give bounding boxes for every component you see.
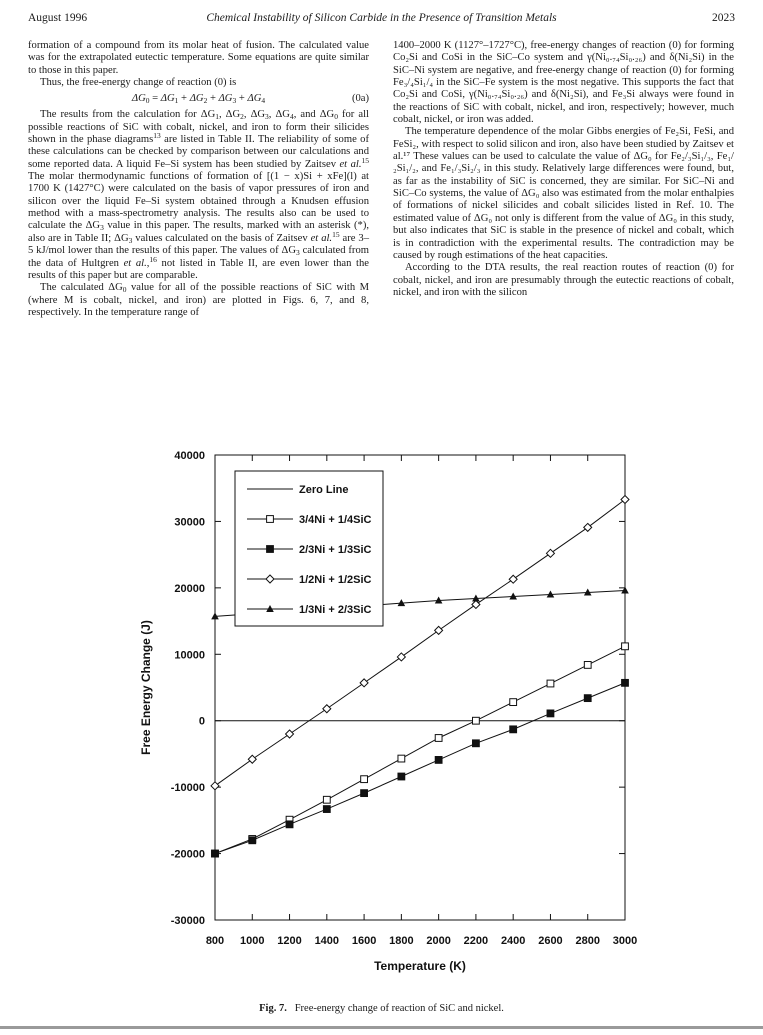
data-point-series-3 [472, 600, 480, 608]
figure-caption [0, 1003, 763, 1014]
header-title: Chemical Instability of Silicon Carbide in the Presence of Transition Metals [206, 12, 557, 24]
right-column [393, 40, 734, 299]
legend-marker-2 [267, 546, 274, 553]
data-point-series-3 [435, 626, 443, 634]
series-line-2 [215, 683, 625, 854]
data-point-series-1 [473, 717, 480, 724]
data-point-series-3 [621, 496, 629, 504]
data-point-series-2 [510, 726, 517, 733]
y-tick-label: -20000 [170, 848, 205, 861]
y-tick-label: 30000 [174, 516, 205, 529]
data-point-series-3 [211, 782, 219, 790]
y-tick-label: -10000 [170, 782, 205, 795]
data-point-series-3 [286, 730, 294, 738]
x-tick-label: 1400 [314, 935, 340, 947]
x-tick-label: 1800 [389, 935, 414, 947]
x-tick-label: 800 [205, 935, 225, 947]
header-date: August 1996 [28, 12, 88, 24]
legend-label-1: 3/4Ni + 1/4SiC [299, 514, 372, 526]
data-point-series-3 [509, 575, 517, 583]
data-point-series-3 [546, 549, 554, 557]
left-paragraph-1: formation of a compound from its molar heat of fusion. The calculated value was for the extrapolated eutectic temperature. Some equations are quite similar to those in this paper. [28, 40, 369, 76]
legend-label-0: Zero Line [299, 484, 349, 496]
data-point-series-1 [323, 796, 330, 803]
data-point-series-1 [622, 643, 629, 650]
legend-marker-1 [267, 516, 274, 523]
header-page-number: 2023 [712, 12, 735, 24]
x-tick-label: 2600 [538, 935, 563, 947]
data-point-series-2 [361, 790, 368, 797]
data-point-series-1 [398, 755, 405, 762]
legend-label-4: 1/3Ni + 2/3SiC [299, 604, 372, 616]
equation-body: $\Delta G_0 = \Delta G_1 + \Delta G_2 + \Delta G_3 + \Delta G_4$ [131, 93, 266, 106]
right-paragraph-1: 1400–2000 K (1127°–1727°C), free-energy changes of reaction (0) for forming Co₂Si and CoSi in the SiC–Co system and γ(Ni₀.₇₄Si₀.₂₆) and δ(Ni₂Si) in the SiC–Ni system are negative, and free-energy change of reaction (0) for forming Fe₃/₄Si₁/₄ in the SiC–Fe system is the most negative. This supports the fact that Co₂Si and CoSi, γ(Ni₀.₇₄Si₀.₂₆) and δ(Ni₂Si), and Fe₃Si always were found in the reactions of SiC with cobalt, nickel, and iron, respectively; however, much cobalt, nickel, or iron was added. [393, 40, 734, 126]
caption-text: Free-energy change of reaction of SiC and nickel. [294, 1003, 504, 1014]
series-line-1 [215, 646, 625, 853]
x-tick-label: 2200 [463, 935, 489, 947]
x-tick-label: 3000 [612, 935, 638, 947]
left-column [28, 40, 369, 319]
x-tick-label: 2800 [575, 935, 600, 947]
data-point-series-3 [248, 755, 256, 763]
data-point-series-2 [249, 837, 256, 844]
y-axis-label: Free Energy Change (J) [139, 620, 153, 755]
free-energy-chart [130, 440, 650, 1000]
equation-tag: (0a) [351, 93, 369, 105]
data-point-series-3 [360, 679, 368, 687]
data-point-series-1 [435, 735, 442, 742]
data-point-series-3 [323, 705, 331, 713]
x-tick-label: 1000 [240, 935, 265, 947]
left-paragraph-3: The results from the calculation for $\Delta G_1$, $\Delta G_2$, $\Delta G_3$, $\Delta G_4$, and $\Delta G_0$ for all possible reactions of SiC with cobalt, nickel, and iron to form their silicides shown in the phase diagrams$^{13}$ are listed in Table II. The reliability of some of these calculations can be checked by comparison between our calculations and some reported data. A liquid Fe–Si system has been studied by Zaitsev et al.$^{15}$ The molar thermodynamic functions of formation of [(1 − x)Si + xFe](l) at 1700 K (1427°C) were calculated on the basis of vapor pressures of iron and silicon over the liquid Fe–Si system obtained through a Knudsen effusion method with a mass-spectrometry analysis. The results also can be used to calculate the $\Delta G_3$ value in this paper. The results, marked with an asterisk (*), also are in Table II; $\Delta G_3$ values calculated on the basis of Zaitsev et al.$^{15}$ are 3–5 kJ/mol lower than the results of this paper. The values of $\Delta G_3$ calculated from the data of Hultgren et al.,$^{16}$ not listed in Table II, are even lower than the results of this paper but are comparable. [28, 109, 370, 281]
data-point-series-1 [547, 680, 554, 687]
x-tick-label: 1200 [277, 935, 302, 947]
data-point-series-1 [510, 699, 517, 706]
data-point-series-2 [435, 757, 442, 764]
x-axis-label: Temperature (K) [374, 959, 466, 973]
left-paragraph-2: Thus, the free-energy change of reaction (0) is [40, 77, 237, 89]
legend-label-2: 2/3Ni + 1/3SiC [299, 544, 372, 556]
data-point-series-1 [361, 776, 368, 783]
data-point-series-3 [584, 523, 592, 531]
legend-label-3: 1/2Ni + 1/2SiC [299, 574, 372, 586]
x-tick-label: 2400 [500, 935, 526, 947]
y-tick-label: 20000 [174, 582, 205, 595]
y-tick-label: 40000 [174, 450, 205, 462]
equation-0a [28, 89, 369, 109]
caption-label: Fig. 7. [259, 1003, 287, 1014]
running-header [28, 12, 735, 28]
data-point-series-2 [398, 773, 405, 780]
data-point-series-1 [584, 662, 591, 669]
right-paragraph-3: According to the DTA results, the real reaction routes of reaction (0) for cobalt, nickel, and iron are presumably through the eutectic reactions of cobalt, nickel, and iron with the silicon [393, 262, 734, 298]
data-point-series-2 [473, 740, 480, 747]
right-paragraph-2: The temperature dependence of the molar Gibbs energies of Fe₂Si, FeSi, and FeSi₂, with respect to solid silicon and iron, also have been studied by Zaitsev et al.¹⁷ These values can be used to calculate the value of ΔG₀ for Fe₂/₃Si₁/₃, Fe₁/₂Si₁/₂, and Fe₁/₃Si₂/₃ in this study. Relatively large differences were found, but, as far as the instability of SiC is concerned, they are similar. For SiC–Ni and SiC–Co systems, the value of ΔG₀ also was estimated from the molar enthalpies of formations of nickel silicides and cobalt silicides listed in Ref. 10. The estimated value of ΔG₀ not only is different from the value of ΔG₀ in this study, but also indicates that SiC is stable in the presence of nickel and cobalt, which is in contradiction with the experimental results. The contradiction may be caused by rough estimations of the heat capacities. [393, 126, 734, 261]
x-tick-label: 2000 [426, 935, 451, 947]
y-tick-label: 0 [198, 715, 205, 728]
data-point-series-2 [286, 821, 293, 828]
y-tick-label: -30000 [170, 915, 205, 927]
data-point-series-3 [397, 653, 405, 661]
page-bottom-rule [0, 1026, 763, 1029]
data-point-series-2 [323, 806, 330, 813]
data-point-series-2 [212, 850, 219, 857]
y-tick-label: 10000 [174, 649, 205, 662]
data-point-series-2 [622, 679, 629, 686]
left-paragraph-4: The calculated $\Delta G_0$ value for all of the possible reactions of SiC with M (where M is cobalt, nickel, and iron) are plotted in Figs. 6, 7, and 8, respectively. In the temperature range of [28, 282, 369, 318]
data-point-series-2 [547, 710, 554, 717]
data-point-series-2 [584, 695, 591, 702]
x-tick-label: 1600 [351, 935, 377, 947]
figure-7 [130, 440, 650, 1000]
